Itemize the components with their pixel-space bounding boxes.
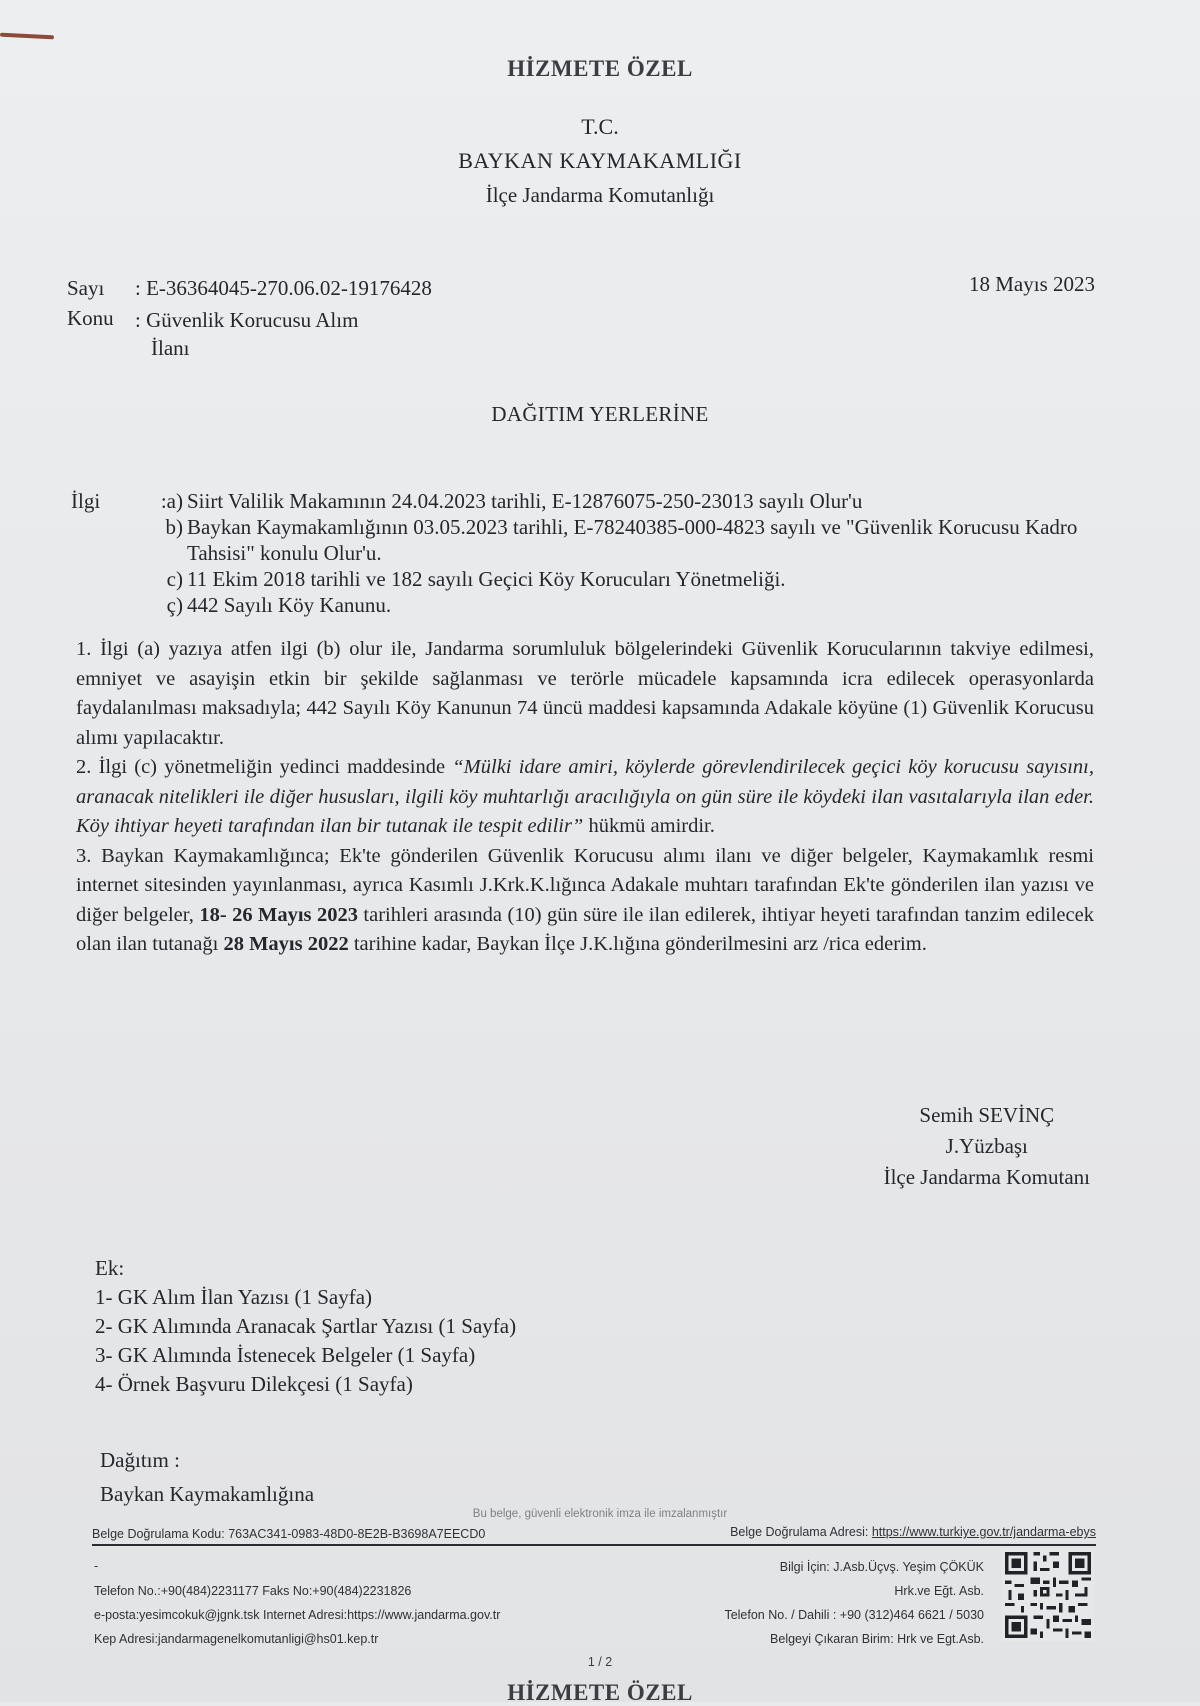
info-department: Hrk.ve Eğt. Asb. <box>894 1584 984 1598</box>
ilgi-text: 442 Sayılı Köy Kanunu. <box>187 593 392 617</box>
verification-address-label: Belge Doğrulama Adresi: <box>730 1525 872 1539</box>
ilgi-text: Baykan Kaymakamlığının 03.05.2023 tarihli, E-78240385-000-4823 sayılı ve "Güvenlik Korucusu Kadro Tahsisi" konulu Olur'u. <box>187 515 1078 565</box>
attachment-item: 3- GK Alımında İstenecek Belgeler (1 Sayfa) <box>95 1343 476 1367</box>
distribution-label: Dağıtım : <box>100 1448 180 1472</box>
regulation-quote: “Mülki idare amiri, köylerde görevlendirilecek geçici köy korucusu sayısını, aranacak nitelikleri ile diğer hususları, ilgili köy muhtarlığı aracılığıyla on gün süre ile köydeki ilan vasıtalarıyla ilan eder. Köy ihtiyar heyeti tarafından ilan bir tutanak ile tespit edilir” <box>76 756 1095 837</box>
qr-code-icon <box>1002 1549 1094 1641</box>
paragraph-3-part-c: tarihine kadar, Baykan İlçe J.K.lığına gönderilmesini arz /rica ederim. <box>348 933 927 955</box>
paragraph-1: 1. İlgi (a) yazıya atfen ilgi (b) olur ile, Jandarma sorumluluk bölgelerindeki Güvenlik Korucularının takviye edilmesi, emniyet ve asayişin etkin bir şekilde sağlanması ve terörle mücadele kapsamında icra edilecek operasyonlarda faydalanılması maksadıyla; 442 Sayılı Köy Kanunun 74 üncü maddesi kapsamında Adakale köyüne (1) Güvenlik Korucusu alımı yapılacaktır. <box>76 638 1094 749</box>
paragraph-3-part-a: 3. Baykan Kaymakamlığınca; Ek'te gönderilen Güvenlik Korucusu alımı ilanı ve diğer belgeler, Kaymakamlık resmi internet sitesinden yayınlanması, ayrıca Kasımlı J.Krk.K.lığınca Adakale muhtarı tarafından Ek'te gönderilen ilan yazısı ve diğer belgeler, <box>76 844 1094 926</box>
konu-line-2: İlanı <box>151 336 190 360</box>
signatory-name: Semih SEVİNÇ <box>919 1103 1055 1127</box>
pen-mark <box>0 33 54 40</box>
info-contact <box>724 1555 984 1651</box>
verification-line <box>92 1523 1096 1543</box>
distribution-item: Baykan Kaymakamlığına <box>100 1482 315 1506</box>
kep-address: Kep Adresi:jandarmagenelkomutanligi@hs01.kep.tr <box>94 1632 379 1646</box>
ilgi-label: İlgi <box>71 489 101 513</box>
ilgi-list <box>71 488 1111 618</box>
page-number: 1 / 2 <box>587 1655 613 1669</box>
signature-block <box>884 1100 1090 1193</box>
email-web: e-posta:yesimcokuk@jgnk.tsk Internet Adresi:https://www.jandarma.gov.tr <box>94 1608 501 1622</box>
konu-line-1: : Güvenlik Korucusu Alım <box>135 308 359 332</box>
distribution-list <box>100 1443 314 1511</box>
paragraph-2 <box>76 753 1094 842</box>
ilgi-item <box>71 566 1111 592</box>
ilgi-key: b) <box>165 515 183 539</box>
ilgi-text: 11 Ekim 2018 tarihli ve 182 sayılı Geçici Köy Korucuları Yönetmeliği. <box>187 567 786 591</box>
ilgi-item <box>71 592 1111 618</box>
classification-header: HİZMETE ÖZEL <box>507 56 693 81</box>
konu-value <box>135 306 358 362</box>
esignature-note: Bu belge, güvenli elektronik imza ile imzalanmıştır <box>472 1508 728 1520</box>
header-organization: BAYKAN KAYMAKAMLIĞI <box>458 148 742 173</box>
classification-footer: HİZMETE ÖZEL <box>507 1680 693 1705</box>
contact-info <box>94 1579 500 1651</box>
ilgi-key: c) <box>166 567 183 591</box>
attachments-label: Ek: <box>95 1256 125 1280</box>
attachments-list <box>95 1254 516 1399</box>
konu-label: Konu <box>67 306 114 330</box>
header-unit: İlçe Jandarma Komutanlığı <box>485 183 715 207</box>
attachment-item: 1- GK Alım İlan Yazısı (1 Sayfa) <box>95 1285 373 1309</box>
document-footer <box>92 1523 1096 1646</box>
document-date: 18 Mayıs 2023 <box>969 272 1095 296</box>
verification-address <box>730 1525 1096 1539</box>
issuing-unit: Belgeyi Çıkaran Birim: Hrk ve Egt.Asb. <box>770 1632 984 1646</box>
footer-divider <box>92 1544 1096 1546</box>
info-phone: Telefon No. / Dahili : +90 (312)464 6621 / 5030 <box>724 1608 984 1622</box>
sayi-label: Sayı <box>67 276 105 300</box>
announcement-dates: 18- 26 Mayıs 2023 <box>199 903 358 926</box>
addressee-heading: DAĞITIM YERLERİNE <box>491 402 709 426</box>
signatory-rank: J.Yüzbaşı <box>945 1134 1028 1158</box>
header-tc: T.C. <box>581 114 619 139</box>
verification-code: Belge Doğrulama Kodu: 763AC341-0983-48D0-8E2B-B3698A7EECD0 <box>92 1527 486 1541</box>
signatory-title: İlçe Jandarma Komutanı <box>883 1165 1090 1189</box>
paragraph-3 <box>76 842 1094 960</box>
paragraph-2-intro: 2. İlgi (c) yönetmeliğin yedinci maddesinde <box>76 756 453 778</box>
ilgi-text: Siirt Valilik Makamının 24.04.2023 tarihli, E-12876075-250-23013 sayılı Olur'u <box>187 489 863 513</box>
info-person: Bilgi İçin: J.Asb.Üçvş. Yeşim ÇÖKÜK <box>779 1560 984 1574</box>
paragraph-3-part-b: tarihleri arasında (10) gün süre ile ilan edilerek, ihtiyar heyeti tarafından tanzim edilecek olan ilan tutanağı <box>76 903 1094 955</box>
sayi-value: : E-36364045-270.06.02-19176428 <box>135 276 432 300</box>
letter-body <box>76 635 1094 960</box>
footer-dash: - <box>94 1559 99 1573</box>
attachment-item: 2- GK Alımında Aranacak Şartlar Yazısı (1 Sayfa) <box>95 1314 517 1338</box>
verification-url-link[interactable]: https://www.turkiye.gov.tr/jandarma-ebys <box>871 1525 1096 1539</box>
ilgi-key: :a) <box>160 489 183 513</box>
ilgi-key: ç) <box>166 593 183 617</box>
ilgi-item <box>71 514 1111 566</box>
phone-fax: Telefon No.:+90(484)2231177 Faks No:+90(484)2231826 <box>94 1584 412 1598</box>
deadline-date: 28 Mayıs 2022 <box>223 933 349 955</box>
paragraph-2-end: hükmü amirdir. <box>583 815 715 837</box>
ilgi-item <box>71 488 1111 514</box>
attachment-item: 4- Örnek Başvuru Dilekçesi (1 Sayfa) <box>95 1372 413 1396</box>
